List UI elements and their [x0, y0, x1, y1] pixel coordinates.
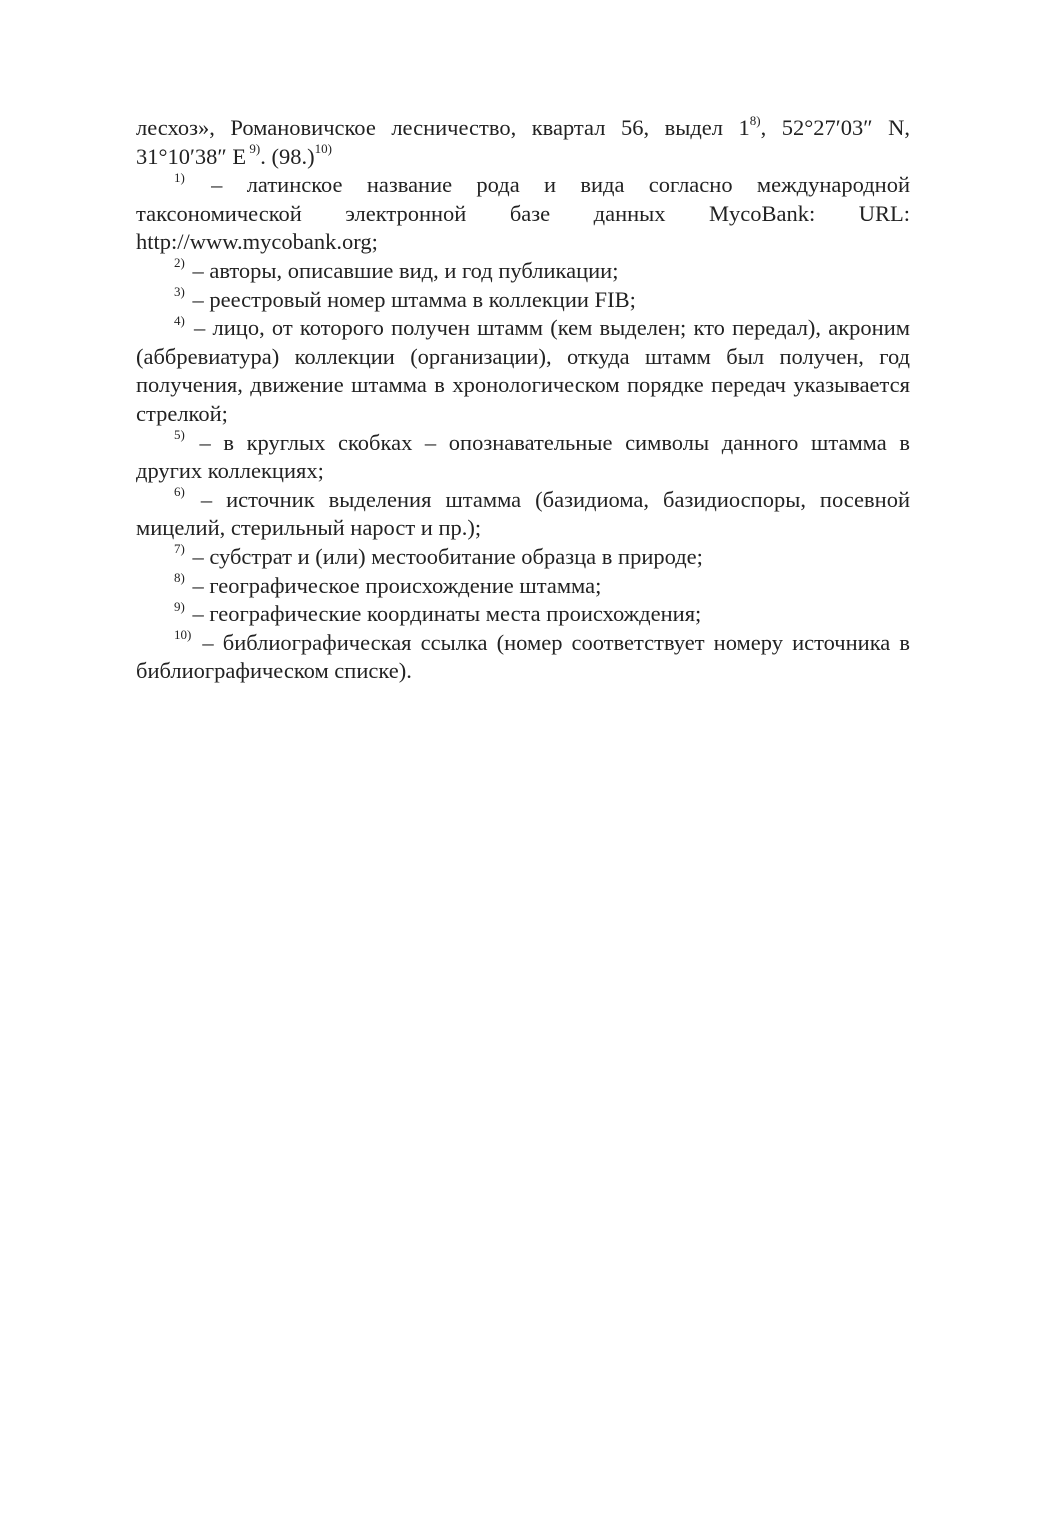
note-2: [136, 257, 910, 286]
note-text: – библиографическая ссылка (номер соответствует номеру источника в библиографическом списке).: [136, 629, 910, 684]
note-text: – лицо, от которого получен штамм (кем выделен; кто передал), акроним (аббревиатура) коллекции (организации), откуда штамм был получен, год получения, движение штамма в хронологическом порядке передач указывается стрелкой;: [136, 315, 910, 426]
note-text: – в круглых скобках – опознавательные символы данного штамма в других коллекциях;: [136, 429, 910, 484]
note-7: [136, 543, 910, 572]
note-4: [136, 314, 910, 428]
note-number: 5): [174, 427, 185, 443]
note-text: – реестровый номер штамма в коллекции FIB;: [186, 286, 636, 312]
note-9: [136, 600, 910, 629]
intro-text-c: . (98.): [260, 143, 315, 169]
note-6: [136, 486, 910, 543]
document-page: [136, 114, 910, 686]
footnote-marker-8: 8): [749, 112, 761, 128]
footnote-marker-10: 10): [314, 141, 332, 157]
note-number: 3): [174, 284, 185, 300]
note-number: 1): [174, 169, 185, 185]
note-number: 8): [174, 570, 185, 585]
note-text: – субстрат и (или) местообитание образца в природе;: [186, 543, 703, 569]
note-text: – географические координаты места происхождения;: [186, 601, 702, 627]
note-text: – источник выделения штамма (базидиома, базидиоспоры, посевной мицелий, стерильный нарост и пр.);: [136, 486, 910, 541]
note-number: 4): [174, 312, 185, 328]
note-text: – латинское название рода и вида согласно международной таксономической электронной базе данных MycoBank: URL: http://www.mycobank.org;: [136, 172, 910, 255]
intro-text-b: , 52°27′03″ N, 31°10′38″ E: [136, 115, 910, 169]
note-number: 7): [174, 541, 185, 557]
note-text: – географическое происхождение штамма;: [186, 572, 602, 598]
intro-text-a: лесхоз», Романовичское лесничество, квартал 56, выдел 1: [136, 115, 750, 140]
footnote-marker-9: 9): [246, 141, 261, 157]
note-number: 6): [174, 484, 185, 500]
note-number: 10): [174, 627, 192, 643]
intro-paragraph: [136, 114, 910, 171]
note-8: [136, 572, 910, 601]
note-1: [136, 171, 910, 257]
note-10: [136, 629, 910, 686]
note-text: – авторы, описавшие вид, и год публикации;: [186, 257, 619, 283]
note-5: [136, 429, 910, 486]
note-number: 9): [174, 598, 185, 614]
note-3: [136, 286, 910, 315]
note-number: 2): [174, 255, 185, 271]
